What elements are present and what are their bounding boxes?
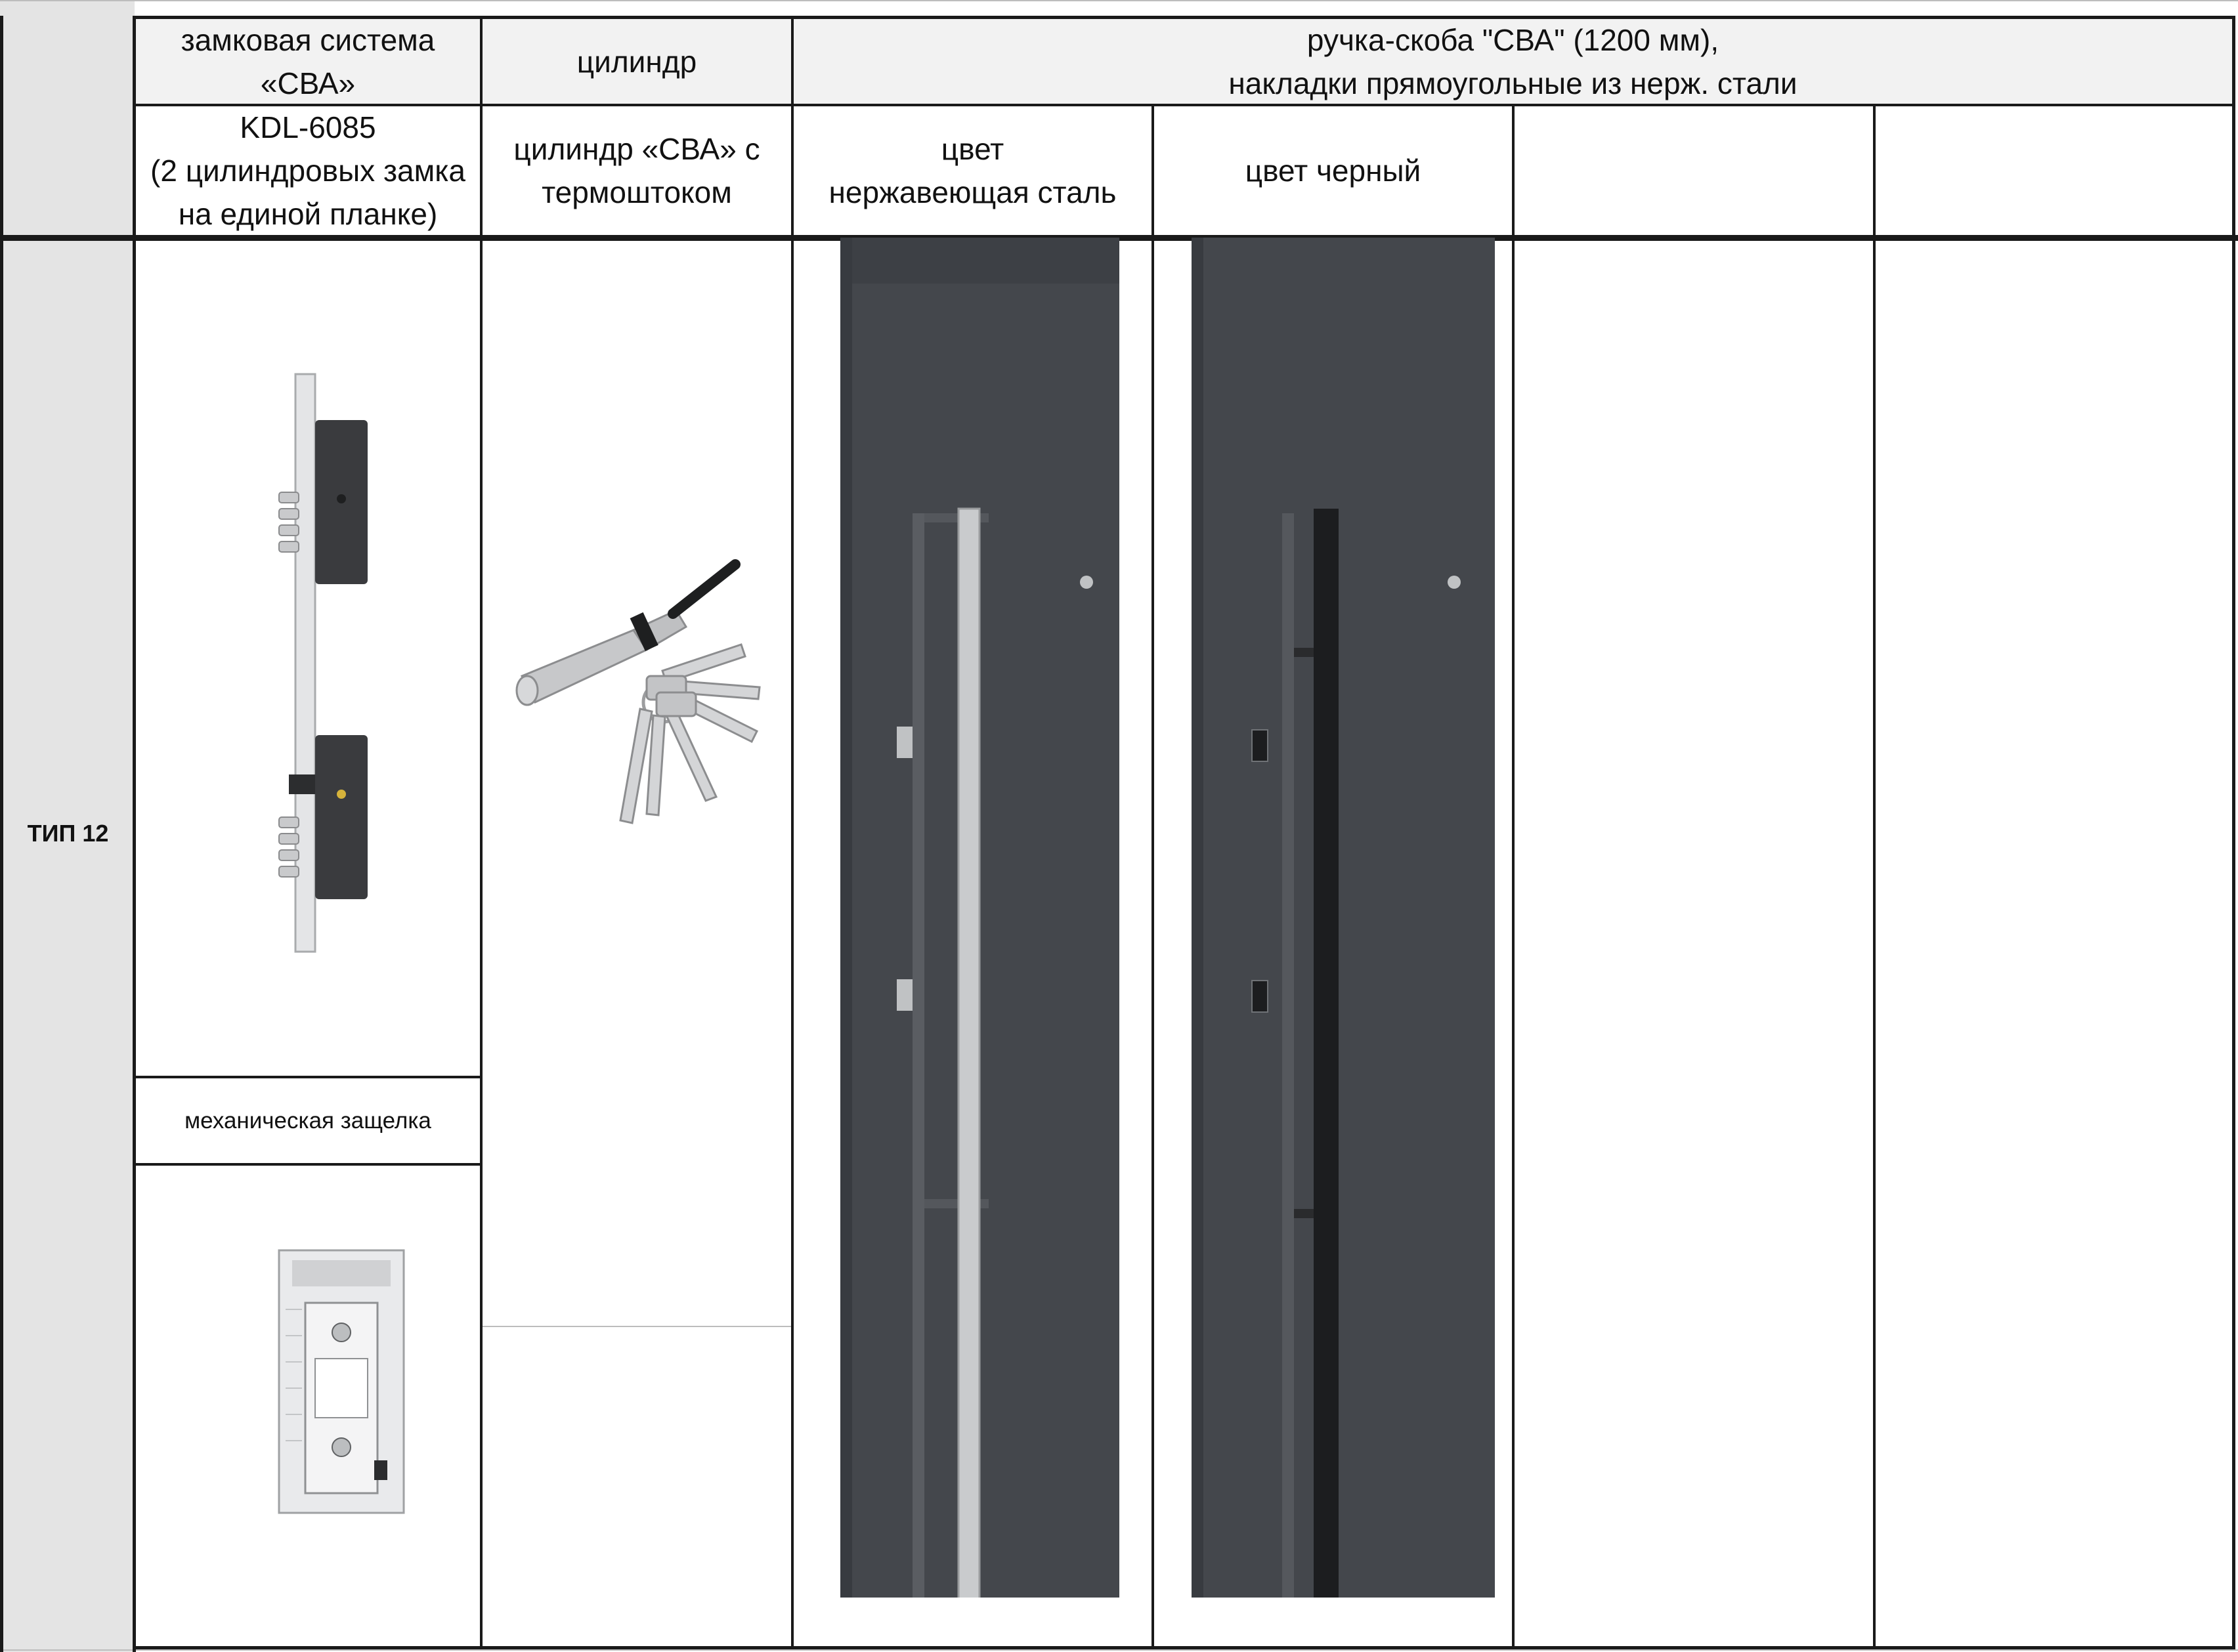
color-black-cell: цвет черный <box>1245 154 1421 188</box>
grid-line-top <box>0 0 2238 1</box>
mortise-lock-image <box>249 368 394 958</box>
electric-strike-latch-image <box>276 1244 407 1519</box>
door-black-handle-image <box>1192 238 1495 1598</box>
border-latch-bottom <box>135 1163 483 1166</box>
lock-model-cell: KDL-6085 (2 цилиндровых замка на единой планке) <box>150 110 465 231</box>
border-lock-col <box>480 16 483 1649</box>
grid-line-cylinder-bottom <box>481 1326 792 1327</box>
grid-line-bottom <box>0 1649 2238 1651</box>
cylinder-header: цилиндр <box>576 44 697 79</box>
border-bottom <box>135 1646 2235 1649</box>
border-cylinder-col <box>791 16 794 1649</box>
border-type-col <box>133 16 136 1652</box>
cylinder-with-keys-image <box>509 551 785 866</box>
type-label: ТИП 12 <box>27 820 109 847</box>
border-right-outer <box>2232 16 2235 1649</box>
border-steel-col <box>1151 104 1154 1649</box>
latch-label: механическая защелка <box>184 1107 431 1133</box>
handle-header: ручка-скоба "СВА" (1200 мм), накладки прямоугольные из нерж. стали <box>1228 22 1797 100</box>
door-steel-handle-image <box>840 238 1119 1598</box>
color-steel-cell: цвет нержавеющая сталь <box>828 132 1117 209</box>
cylinder-model-cell: цилиндр «СВА» с термоштоком <box>513 132 760 209</box>
lock-system-header: замковая система «СВА» <box>181 22 435 100</box>
border-black-col <box>1512 104 1515 1649</box>
border-empty1-col <box>1873 104 1876 1649</box>
